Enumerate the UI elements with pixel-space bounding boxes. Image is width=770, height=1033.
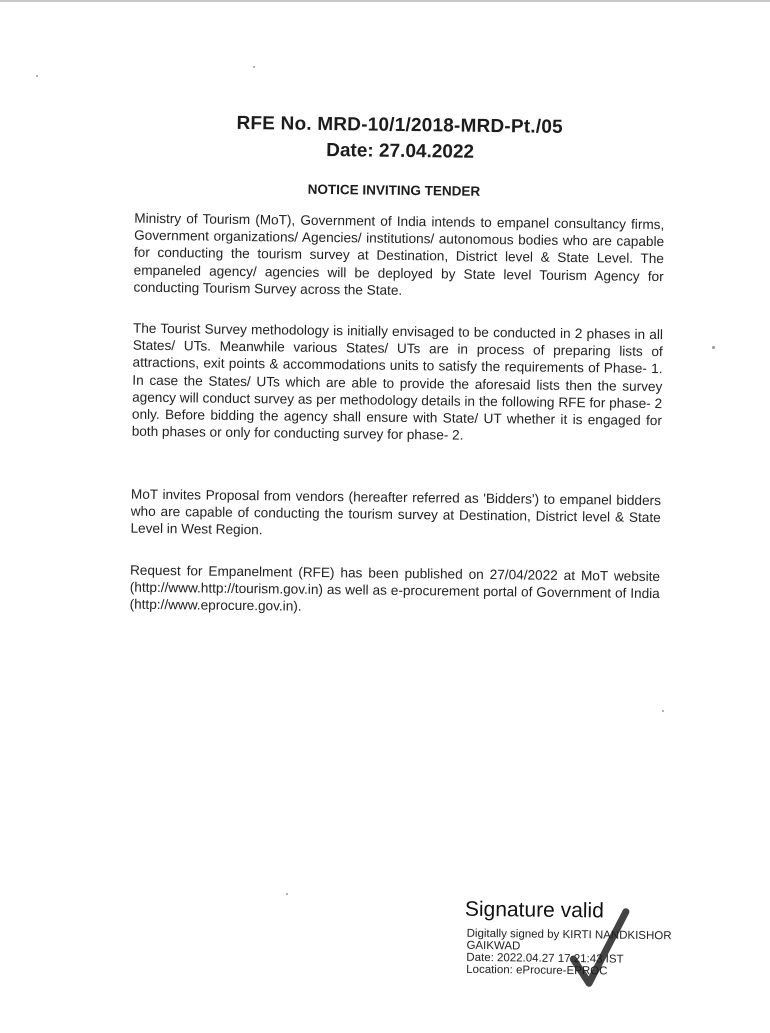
scan-speck (253, 66, 255, 68)
rfe-date: Date: 27.04.2022 (326, 139, 475, 163)
digital-signature-block (464, 898, 725, 991)
signature-date: Date: 2022.04.27 17:21:43 IST (466, 951, 624, 966)
signature-signer-surname: GAIKWAD (466, 939, 521, 953)
scan-speck (286, 893, 288, 895)
scan-speck (662, 710, 664, 712)
signature-valid-title: Signature valid (464, 897, 604, 923)
checkmark-icon (569, 907, 630, 990)
paragraph-invitation: MoT invites Proposal from vendors (hereafter referred as 'Bidders') to empanel bidders who are capable of conducting the tourism survey at Destination, District level & State Level in West Region. (130, 486, 662, 538)
rfe-number: RFE No. MRD-10/1/2018-MRD-Pt./05 (236, 112, 563, 138)
scan-speck (712, 346, 715, 349)
paragraph-publication: Request for Empanelment (RFE) has been published on 27/04/2022 at MoT website (http://www.http://tourism.gov.in) as well as e-procurement portal of Government of India (http://www.eprocure.gov.in). (129, 562, 661, 615)
paragraph-methodology: The Tourist Survey methodology is initially envisaged to be conducted in 2 phases in all States/ UTs. Meanwhile various States/ UTs are in process of preparing lists of attractions, exit points & accommodations units to satisfy the requirements of Phase- 1. In case the States/ UTs which are able to provide the aforesaid lists then the survey agency will conduct survey as per methodology details in the following RFE for phase- 2 only. Before bidding the agency shall ensure with State/ UT whether it is engaged for both phases or only for conducting survey for phase- 2. (131, 320, 664, 443)
scan-speck (36, 75, 38, 77)
signature-signed-by: Digitally signed by KIRTI NANDKISHOR (466, 927, 672, 943)
paragraph-intro: Ministry of Tourism (MoT), Government of India intends to empanel consultancy firms, Government organizations/ Agencies/ institutions/ autonomous bodies who are capable for conducting the tourism survey at Destination, District level & State Level. The empaneled agency/ agencies will be deployed by State level Tourism Agency for conducting Tourism Survey across the State. (133, 210, 665, 298)
signature-location: Location: eProcure-EPROC (466, 963, 608, 978)
notice-title: NOTICE INVITING TENDER (307, 181, 481, 199)
